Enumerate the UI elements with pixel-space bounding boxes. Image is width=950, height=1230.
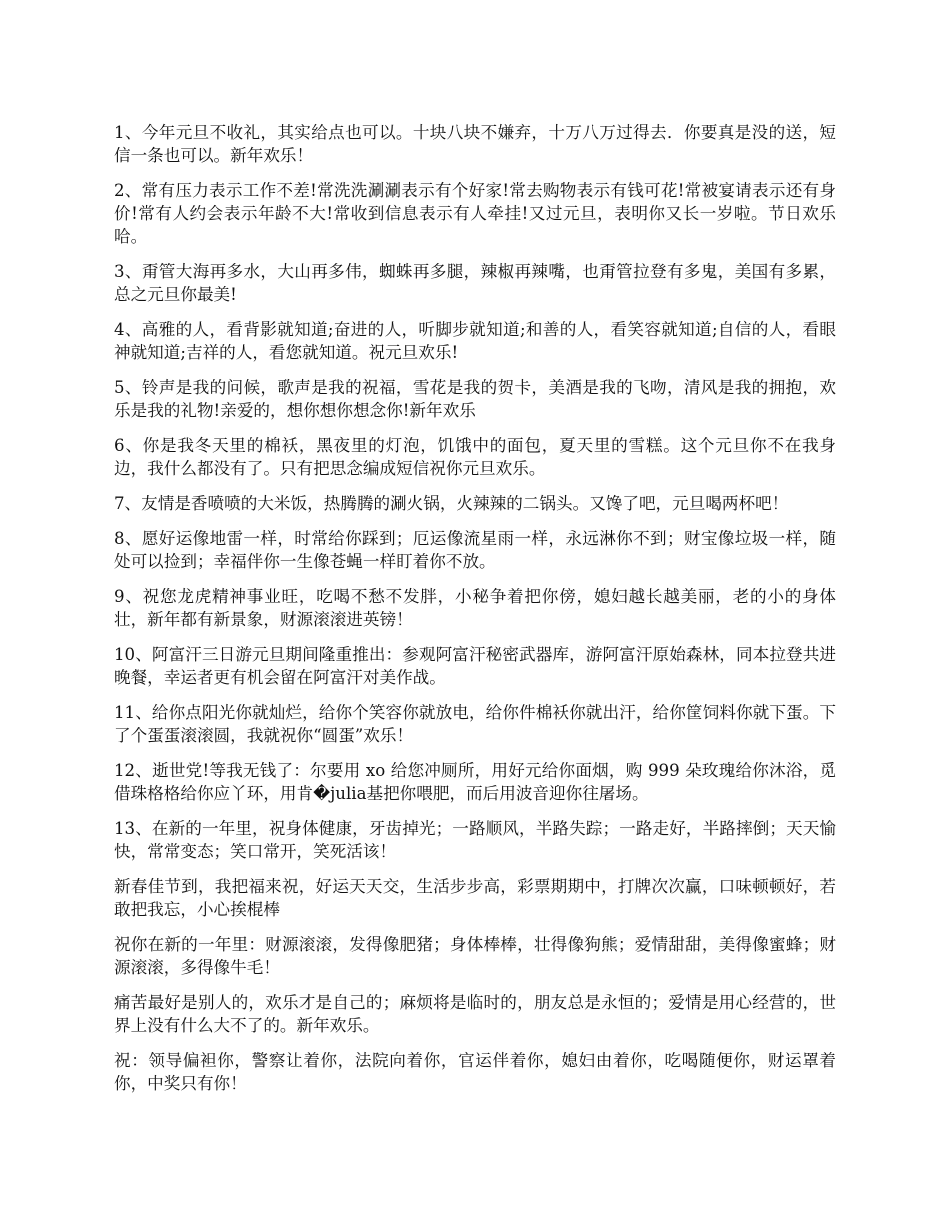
paragraph-10: 10、阿富汗三日游元旦期间隆重推出：参观阿富汗秘密武器库，游阿富汗原始森林，同本拉登共进晚餐，幸运者更有机会留在阿富汗对美作战。 [114, 645, 836, 687]
paragraph-4: 4、高雅的人，看背影就知道;奋进的人，听脚步就知道;和善的人，看笑容就知道;自信的人，看眼神就知道;吉祥的人，看您就知道。祝元旦欢乐! [114, 320, 836, 362]
paragraph-2: 2、常有压力表示工作不差!常洗洗涮涮表示有个好家!常去购物表示有钱可花!常被宴请表示还有身价!常有人约会表示年龄不大!常收到信息表示有人牵挂!又过元旦，表明你又长一岁啦。节日欢乐哈。 [114, 181, 836, 246]
paragraph-14: 新春佳节到，我把福来祝，好运天天交，生活步步高，彩票期期中，打牌次次赢，口味顿顿好，若敢把我忘，小心挨棍棒 [114, 877, 836, 919]
paragraph-16: 痛苦最好是别人的，欢乐才是自己的；麻烦将是临时的，朋友总是永恒的；爱情是用心经营的，世界上没有什么大不了的。新年欢乐。 [114, 993, 836, 1035]
paragraph-8: 8、愿好运像地雷一样，时常给你踩到；厄运像流星雨一样，永远淋你不到；财宝像垃圾一样，随处可以捡到；幸福伴你一生像苍蝇一样盯着你不放。 [114, 529, 836, 571]
paragraph-5: 5、铃声是我的问候，歌声是我的祝福，雪花是我的贺卡，美酒是我的飞吻，清风是我的拥抱，欢乐是我的礼物!亲爱的，想你想你想念你!新年欢乐 [114, 378, 836, 420]
paragraph-17: 祝：领导偏袒你，警察让着你，法院向着你，官运伴着你，媳妇由着你，吃喝随便你，财运罩着你，中奖只有你！ [114, 1051, 836, 1093]
paragraph-9: 9、祝您龙虎精神事业旺，吃喝不愁不发胖，小秘争着把你傍，媳妇越长越美丽，老的小的身体壮，新年都有新景象，财源滚滚进英镑！ [114, 587, 836, 629]
paragraph-6: 6、你是我冬天里的棉袄，黑夜里的灯泡，饥饿中的面包，夏天里的雪糕。这个元旦你不在我身边，我什么都没有了。只有把思念编成短信祝你元旦欢乐。 [114, 436, 836, 478]
paragraph-1: 1、今年元旦不收礼，其实给点也可以。十块八块不嫌弃，十万八万过得去．你要真是没的送，短信一条也可以。新年欢乐！ [114, 123, 836, 165]
paragraph-3: 3、甭管大海再多水，大山再多伟，蜘蛛再多腿，辣椒再辣嘴，也甭管拉登有多鬼，美国有多累，总之元旦你最美! [114, 262, 836, 304]
paragraph-15: 祝你在新的一年里：财源滚滚，发得像肥猪；身体棒棒，壮得像狗熊；爱情甜甜，美得像蜜蜂；财源滚滚，多得像牛毛！ [114, 935, 836, 977]
paragraph-12: 12、逝世党!等我无钱了：尔要用 xo 给您冲厕所，用好元给你面烟，购 999 朵玫瑰给你沐浴，觅借珠格格给你应丫环，用肯�julia基把你喂肥，而后用波音迎你往屠场。 [114, 761, 836, 803]
document-body [114, 121, 836, 1107]
paragraph-7: 7、友情是香喷喷的大米饭，热腾腾的涮火锅，火辣辣的二锅头。又馋了吧，元旦喝两杯吧！ [114, 494, 789, 513]
paragraph-13: 13、在新的一年里，祝身体健康，牙齿掉光；一路顺风，半路失踪；一路走好，半路摔倒；天天愉快，常常变态；笑口常开，笑死活该！ [114, 819, 836, 861]
paragraph-11: 11、给你点阳光你就灿烂，给你个笑容你就放电，给你件棉袄你就出汗，给你筐饲料你就下蛋。下了个蛋蛋滚滚圆，我就祝你“圆蛋”欢乐！ [114, 703, 836, 745]
